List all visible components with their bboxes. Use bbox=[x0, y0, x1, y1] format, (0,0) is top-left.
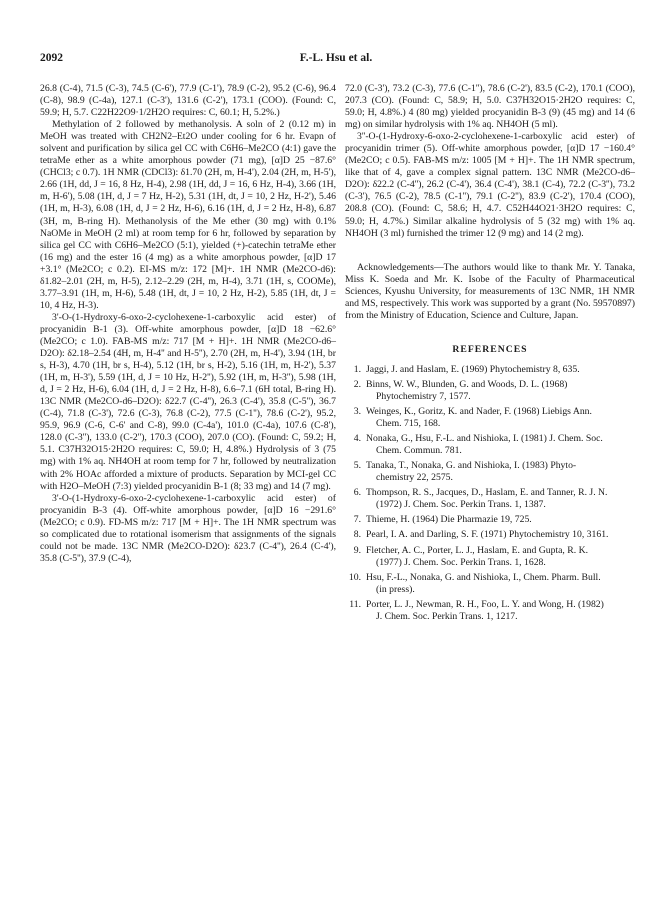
reference-line: Fletcher, A. C., Porter, L. J., Haslam, E. and Gupta, R. K. bbox=[366, 544, 589, 556]
reference-line: J. Chem. Soc. Perkin Trans. 1, 1217. bbox=[376, 610, 518, 622]
reference-item bbox=[345, 572, 635, 596]
reference-number: 2. bbox=[353, 378, 361, 390]
reference-line: Hsu, F.-L., Nonaka, G. and Nishioka, I., Chem. Pharm. Bull. bbox=[366, 571, 601, 583]
reference-line: Thieme, H. (1964) Die Pharmazie 19, 725. bbox=[366, 514, 532, 526]
spacer bbox=[345, 240, 635, 262]
reference-line: Chem. Commun. 781. bbox=[376, 445, 462, 457]
reference-line: Tanaka, T., Nonaka, G. and Nishioka, I. (1983) Phyto- bbox=[366, 460, 577, 472]
reference-text bbox=[366, 514, 635, 526]
reference-text bbox=[366, 487, 635, 511]
reference-text bbox=[366, 572, 635, 596]
reference-line: (1977) J. Chem. Soc. Perkin Trans. 1, 1628. bbox=[376, 556, 546, 568]
reference-item bbox=[345, 379, 635, 403]
running-title: F.-L. Hsu et al. bbox=[299, 52, 373, 64]
reference-number: 3. bbox=[353, 406, 361, 418]
reference-line: Binns, W. W., Blunden, G. and Woods, D. L. (1968) bbox=[366, 378, 568, 390]
reference-number: 7. bbox=[353, 514, 361, 526]
reference-line: chemistry 22, 2575. bbox=[376, 472, 453, 484]
reference-line: Jaggi, J. and Haslam, E. (1969) Phytochemistry 8, 635. bbox=[366, 363, 580, 375]
paragraph: 26.8 (C-4), 71.5 (C-3), 74.5 (C-6'), 77.9 (C-1'), 78.9 (C-2), 95.2 (C-6), 96.4 (C-8), 98.9 (C-4a), 127.1 (C-3'), 131.6 (C-2'), 173.1 (COO). (Found: C, 59.9; H, 5.7. C22H22O9·1/2H2O requires: C, 60.1; H, 5.2%.) bbox=[40, 83, 336, 119]
reference-item bbox=[345, 487, 635, 511]
page-number: 2092 bbox=[40, 52, 63, 64]
acknowledgements: Acknowledgements—The authors would like to thank Mr. Y. Tanaka, Miss K. Soeda and Mr. K. Isobe of the Faculty of Pharmaceutical Sciences, Kyushu University, for measurements of 13C NMR, 1H NMR and MS, respectively. This work was supported by a grant (No. 59570897) from the Ministry of Education, Science and Culture, Japan. bbox=[345, 261, 635, 321]
reference-text bbox=[366, 529, 635, 541]
reference-line: Pearl, I. A. and Darling, S. F. (1971) Phytochemistry 10, 3161. bbox=[366, 529, 609, 541]
reference-number: 4. bbox=[353, 433, 361, 445]
reference-item bbox=[345, 433, 635, 457]
reference-number: 1. bbox=[353, 363, 361, 375]
reference-line: Thompson, R. S., Jacques, D., Haslam, E. and Tanner, R. J. N. bbox=[366, 487, 608, 499]
reference-item bbox=[345, 406, 635, 430]
reference-text bbox=[366, 460, 635, 484]
reference-number: 5. bbox=[353, 460, 361, 472]
reference-item bbox=[345, 364, 635, 376]
page-header bbox=[0, 52, 672, 68]
paragraph: Methylation of 2 followed by methanolysis. A soln of 2 (0.12 m) in MeOH was treated with CH2N2–Et2O under cooling for 6 hr. Evapn of solvent and purification by silica gel CC with C6H6–Me2CO (4:1) gave the tetraMe ether as a white amorphous powder (71 mg), [α]D 25 −87.6° (CHCl3; c 0.7). 1H NMR (CDCl3): δ1.70 (2H, m, H-4'), 2.04 (2H, m, H-5'), 2.66 (1H, dd, J = 16, 8 Hz, H-4), 2.98 (1H, dd, J = 16, 6 Hz, H-4), 3.66 (1H, m, H-6'), 5.08 (1H, d, J = 7 Hz, H-2), 5.31 (1H, dt, J = 10, 2 Hz, H-2'), 5.46 (1H, m, H-3), 6.08 (1H, d, J = 2 Hz, H-6), 6.16 (1H, d, J = 2 Hz, H-8), 6.87 (3H, m, B-ring H). Methanolysis of the Me ether (30 mg) with 0.1% NaOMe in MeOH (2 ml) at room temp for 6 hr, followed by separation by silica gel CC with C6H6–Me2CO (5:1), yielded (+)-catechin tetraMe ether (16 mg) and the ester 16 (4 mg) as a white amorphous powder, [α]D 17 +3.1° (Me2CO; c 0.2). EI-MS m/z: 172 [M]+. 1H NMR (Me2CO-d6): δ1.82–2.01 (2H, m, H-5), 2.12–2.29 (2H, m, H-4), 3.71 (1H, s, COOMe), 3.77–3.91 (1H, m, H-6), 5.48 (1H, dt, J = 10, 2 Hz, H-2), 5.85 (1H, dt, J = 10, 4 Hz, H-3). bbox=[40, 119, 336, 311]
reference-number: 11. bbox=[349, 598, 361, 610]
reference-text bbox=[366, 545, 635, 569]
reference-text bbox=[366, 406, 635, 430]
reference-list bbox=[345, 364, 635, 623]
reference-text bbox=[366, 433, 635, 457]
reference-number: 9. bbox=[353, 544, 361, 556]
reference-line: (1972) J. Chem. Soc. Perkin Trans. 1, 1387. bbox=[376, 499, 546, 511]
paragraph: 3''-O-(1-Hydroxy-6-oxo-2-cyclohexene-1-carboxylic acid ester) of procyanidin trimer (5). Off-white amorphous powder, [α]D 17 −160.4° (Me2CO; c 0.5). FAB-MS m/z: 1005 [M + H]+. The 1H NMR spectrum, like that of 4, gave a complex signal pattern. 13C NMR (Me2CO-d6–D2O): δ22.2 (C-4''), 26.2 (C-4'), 36.4 (C-4'), 38.1 (C-4), 72.2 (C-3''), 73.2 (C-3'), 76.5 (C-2), 78.5 (C-1''), 79.1 (C-2''), 83.9 (C-2'), 170.4 (COO), 208.8 (CO). (Found: C, 58.6; H, 4.7. C52H44O21·3H2O requires: C, 59.0; H, 4.7%.) Similar alkaline hydrolysis of 5 (32 mg) with 1% aq. NH4OH (3 ml) furnished the trimer 12 (9 mg) and 14 (2 mg). bbox=[345, 131, 635, 239]
reference-number: 10. bbox=[348, 571, 361, 583]
reference-line: (in press). bbox=[376, 583, 415, 595]
reference-number: 8. bbox=[353, 529, 361, 541]
reference-line: Chem. 715, 168. bbox=[376, 418, 441, 430]
reference-line: Phytochemistry 7, 1577. bbox=[376, 390, 471, 402]
reference-line: Weinges, K., Goritz, K. and Nader, F. (1968) Liebigs Ann. bbox=[366, 406, 592, 418]
paragraph: 3'-O-(1-Hydroxy-6-oxo-2-cyclohexene-1-carboxylic acid ester) of procyanidin B-1 (3). Off-white amorphous powder, [α]D 18 −62.6° (Me2CO; c 1.0). FAB-MS m/z: 717 [M + H]+. 1H NMR (Me2CO-d6–D2O): δ2.18–2.54 (4H, m, H-4'' and H-5''), 2.70 (2H, m, H-4'), 3.94 (1H, br s, H-3), 4.70 (1H, br s, H-4), 5.12 (1H, br s, H-2), 5.16 (1H, m, H-2'), 5.37 (1H, m, H-3'), 5.59 (1H, d, J = 10 Hz, H-2''), 5.92 (1H, m, H-3''), 5.98 (1H, d, J = 2 Hz, H-6), 6.04 (1H, d, J = 2 Hz, H-8), 6.6–7.1 (6H total, B-ring H). 13C NMR (Me2CO-d6–D2O): δ22.7 (C-4''), 26.3 (C-4'), 35.8 (C-5''), 36.7 (C-4), 71.8 (C-3'), 72.6 (C-3), 76.8 (C-2), 77.5 (C-1''), 78.6 (C-2'), 95.2, 95.9, 96.9 (C-6, C-6' and C-8), 99.0 (C-4a'), 101.0 (C-4a), 107.6 (C-8'), 128.0 (C-3''), 133.0 (C-2''), 170.3 (COO), 207.0 (CO). (Found: C, 59.2; H, 5.1. C37H32O15·2H2O requires: C, 59.0; H, 4.8%.) Hydrolysis of 3 (75 mg) with 1% aq. NH4OH at room temp for 7 hr, followed by neutralization with 2% HOAc afforded a mixture of products. Separation by MCI-gel CC with H2O–MeOH (7:3) yielded procyanidin B-1 (8; 33 mg) and 14 (7 mg). bbox=[40, 311, 336, 492]
reference-item bbox=[345, 529, 635, 541]
left-column bbox=[40, 83, 336, 565]
reference-text bbox=[366, 364, 635, 376]
reference-item bbox=[345, 545, 635, 569]
references-title: REFERENCES bbox=[452, 343, 528, 355]
reference-number: 6. bbox=[353, 487, 361, 499]
reference-text bbox=[366, 599, 635, 623]
reference-item bbox=[345, 514, 635, 526]
right-column bbox=[345, 83, 635, 626]
reference-line: Nonaka, G., Hsu, F.-L. and Nishioka, I. (1981) J. Chem. Soc. bbox=[366, 433, 603, 445]
paragraph: 72.0 (C-3'), 73.2 (C-3), 77.6 (C-1''), 78.6 (C-2'), 83.5 (C-2), 170.1 (COO), 207.3 (CO). (Found: C, 58.9; H, 5.0. C37H32O15·2H2O requires: C, 59.0; H, 4.8%.) 4 (80 mg) yielded procyanidin B-3 (9) (45 mg) and 14 (6 mg) on similar hydrolysis with 1% aq. NH4OH (5 ml). bbox=[345, 83, 635, 131]
reference-item bbox=[345, 460, 635, 484]
reference-item bbox=[345, 599, 635, 623]
reference-line: Porter, L. J., Newman, R. H., Foo, L. Y. and Wong, H. (1982) bbox=[366, 598, 604, 610]
spacer bbox=[345, 322, 635, 344]
reference-text bbox=[366, 379, 635, 403]
paragraph: 3'-O-(1-Hydroxy-6-oxo-2-cyclohexene-1-carboxylic acid ester) of procyanidin B-3 (4). Off-white amorphous powder, [α]D 16 −291.6° (Me2CO; c 0.9). FD-MS m/z: 717 [M + H]+. The 1H NMR spectrum was so complicated due to rotational isomerism that assignments of the signals could not be made. 13C NMR (Me2CO-D2O): δ23.7 (C-4''), 26.4 (C-4'), 35.8 (C-5''), 37.9 (C-4), bbox=[40, 492, 336, 564]
